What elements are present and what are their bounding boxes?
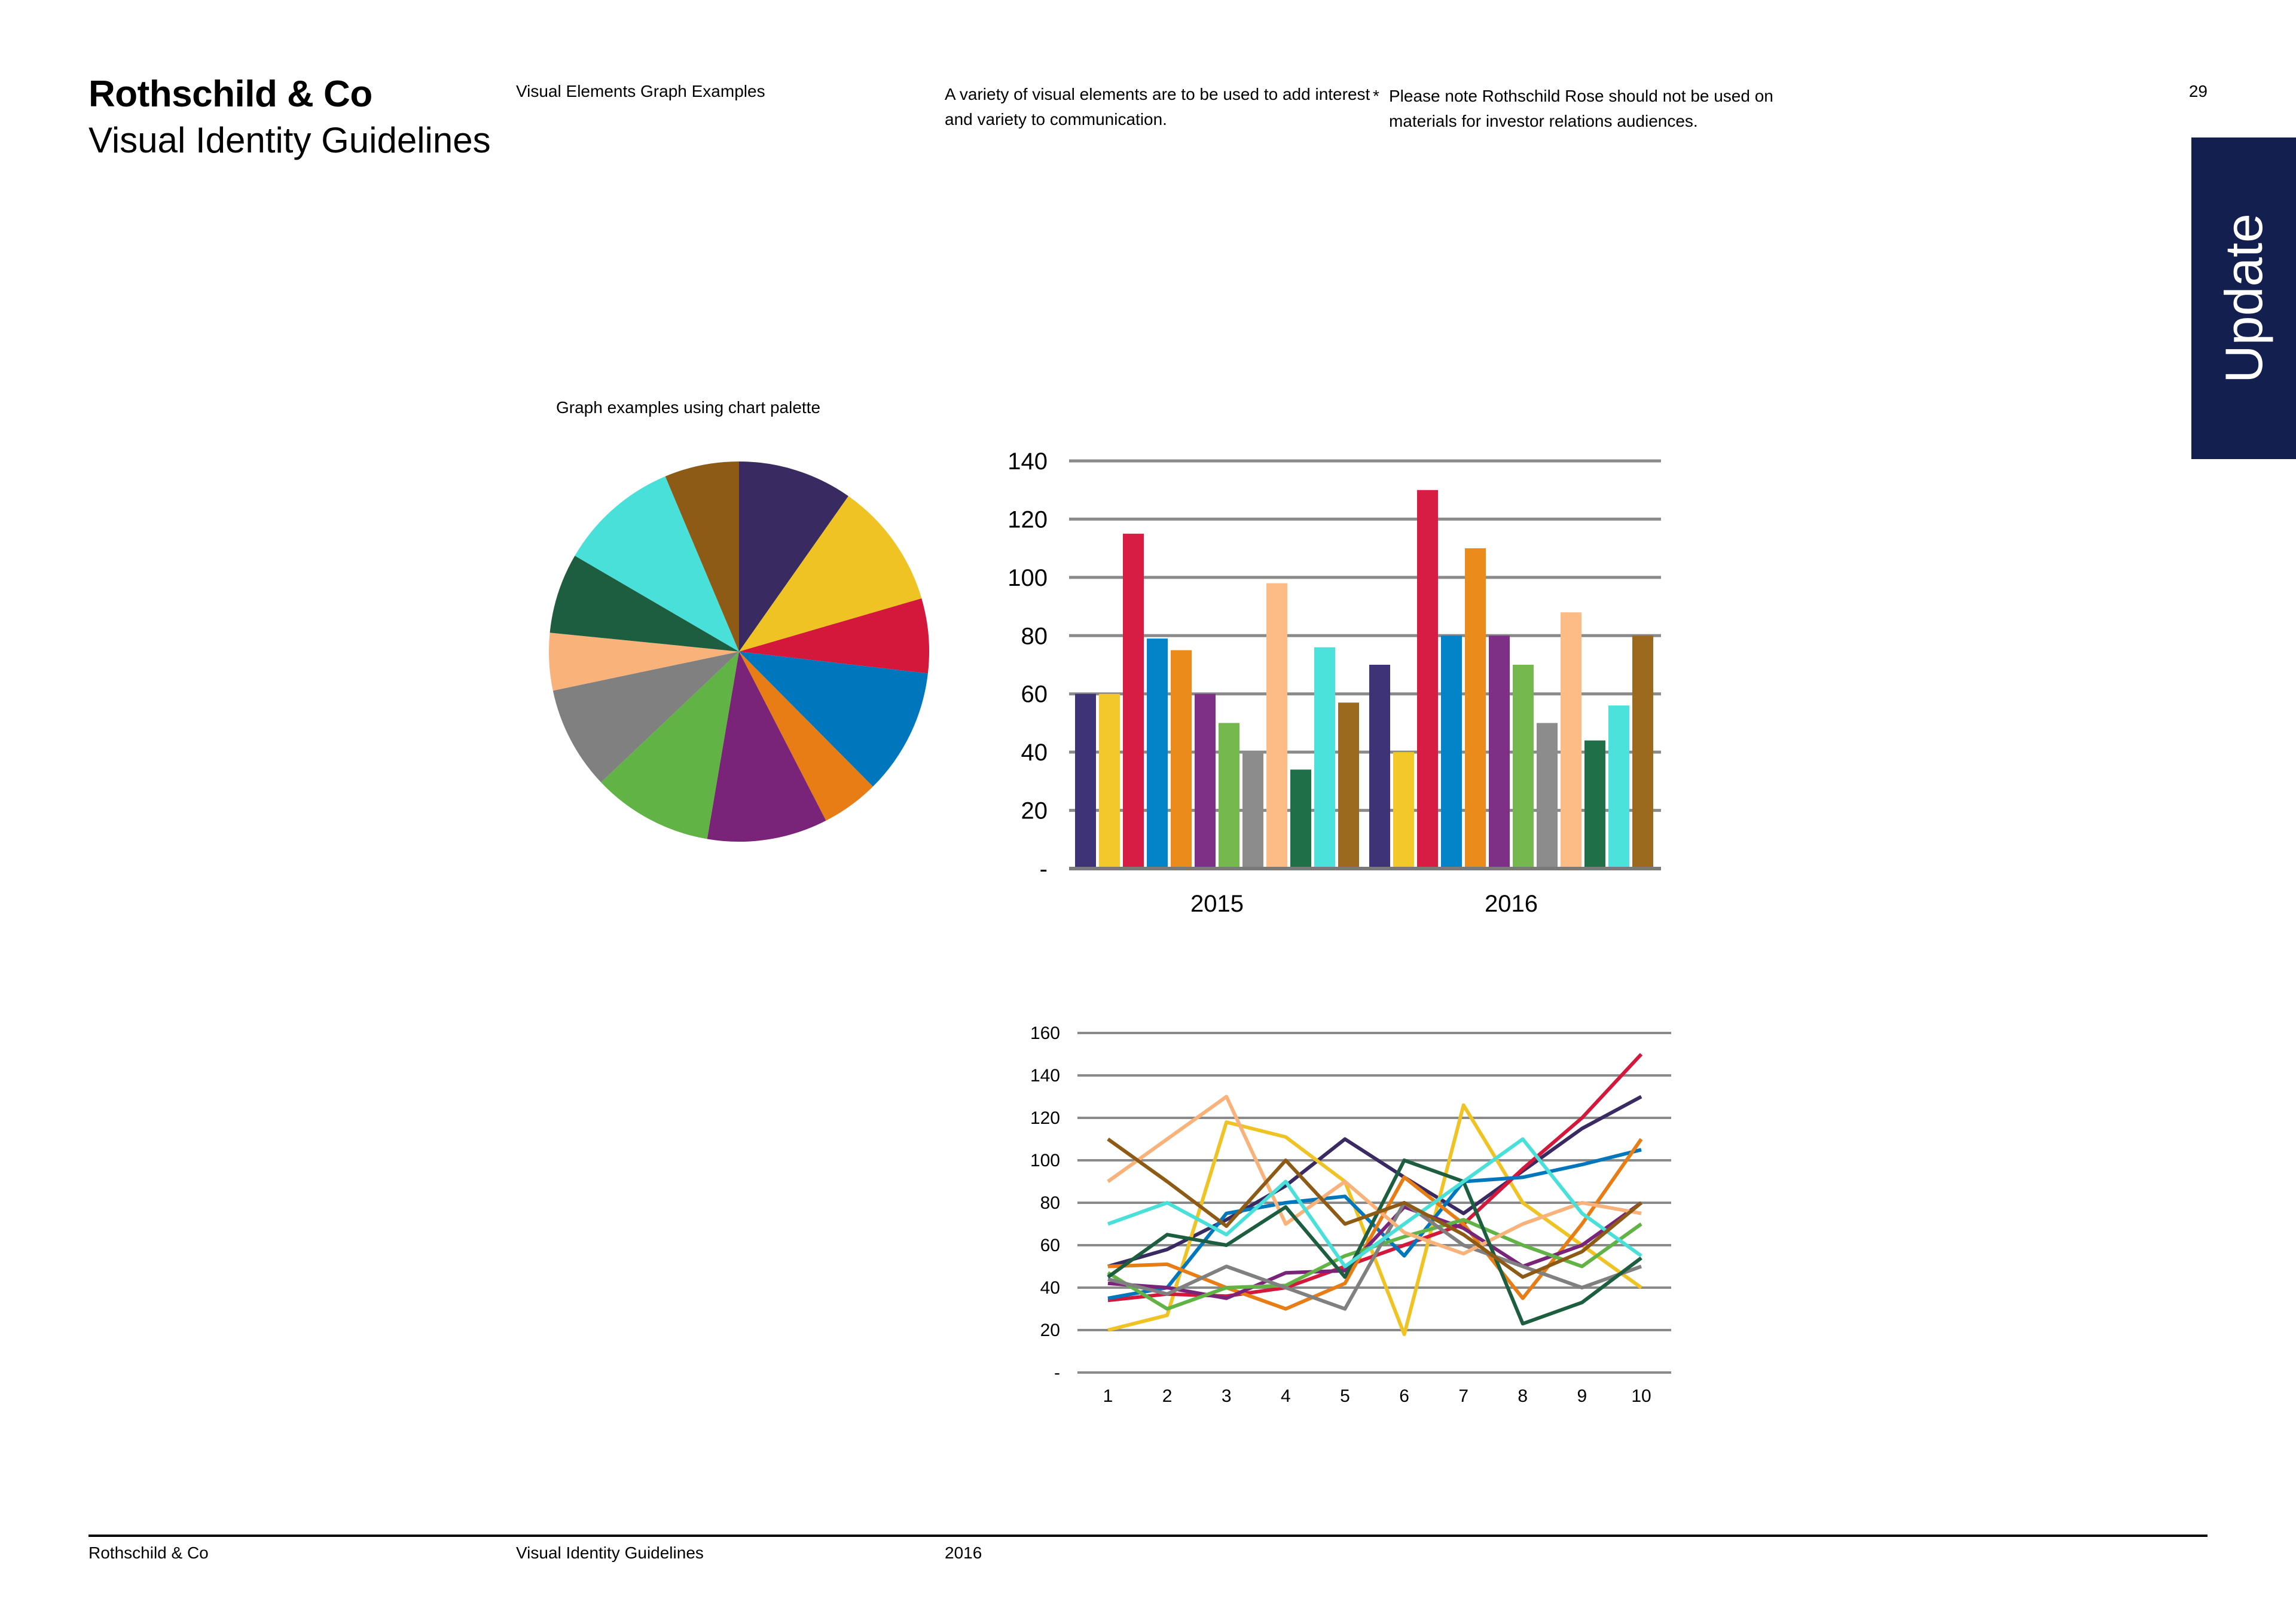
line-x-tick-label: 7 [1458, 1386, 1469, 1406]
bar-y-tick-label: 120 [1007, 506, 1048, 533]
bar-y-tick-label: 20 [1021, 797, 1048, 824]
line-x-tick-label: 9 [1577, 1386, 1587, 1406]
footer-brand: Rothschild & Co [88, 1543, 209, 1562]
bar-category-label: 2015 [1190, 891, 1244, 917]
line-x-tick-label: 2 [1162, 1386, 1173, 1406]
note-asterisk: * [1373, 87, 1379, 105]
section-title: Visual Elements Graph Examples [516, 82, 765, 100]
line-x-tick-label: 4 [1280, 1386, 1291, 1406]
bar-y-tick-label: 100 [1007, 564, 1048, 591]
line-x-tick-label: 1 [1103, 1386, 1113, 1406]
footer-rule [88, 1535, 2208, 1537]
line-y-tick-label: 140 [1030, 1066, 1060, 1086]
bar-category-label: 2016 [1485, 891, 1538, 917]
bar-y-tick-label: 80 [1021, 623, 1048, 650]
note-text: Please note Rothschild Rose should not be used on materials for investor relations audiences. [1389, 87, 1773, 130]
bar-y-tick-label: 60 [1021, 681, 1048, 708]
line-y-tick-label: 40 [1040, 1278, 1060, 1298]
brand-title: Rothschild & Co [88, 74, 373, 115]
line-y-tick-label: 80 [1040, 1193, 1060, 1213]
graph-caption: Graph examples using chart palette [556, 398, 821, 417]
update-tab-label: Update [2213, 213, 2273, 383]
line-y-tick-label: 160 [1030, 1023, 1060, 1043]
page-number: 29 [2188, 82, 2208, 100]
line-x-tick-label: 3 [1221, 1386, 1232, 1406]
bar-y-tick-label: 140 [1007, 448, 1048, 475]
intro-text: A variety of visual elements are to be used to add interest and variety to communication. [945, 85, 1370, 129]
line-x-tick-label: 5 [1340, 1386, 1350, 1406]
line-y-tick-label: 20 [1040, 1321, 1060, 1340]
bar-y-tick-label: 40 [1021, 739, 1048, 766]
line-y-tick-label: 120 [1030, 1108, 1060, 1128]
line-x-tick-label: 10 [1631, 1386, 1651, 1406]
line-y-tick-label: - [1054, 1363, 1060, 1383]
line-series-4 [1108, 1150, 1641, 1298]
line-x-tick-label: 6 [1399, 1386, 1409, 1406]
line-y-tick-label: 60 [1040, 1236, 1060, 1255]
line-y-tick-label: 100 [1030, 1151, 1060, 1170]
brand-subtitle: Visual Identity Guidelines [88, 120, 491, 160]
footer-year: 2016 [945, 1543, 982, 1562]
bar-y-tick-label: - [1039, 856, 1048, 882]
footer-guidelines: Visual Identity Guidelines [516, 1543, 704, 1562]
line-x-tick-label: 8 [1518, 1386, 1528, 1406]
